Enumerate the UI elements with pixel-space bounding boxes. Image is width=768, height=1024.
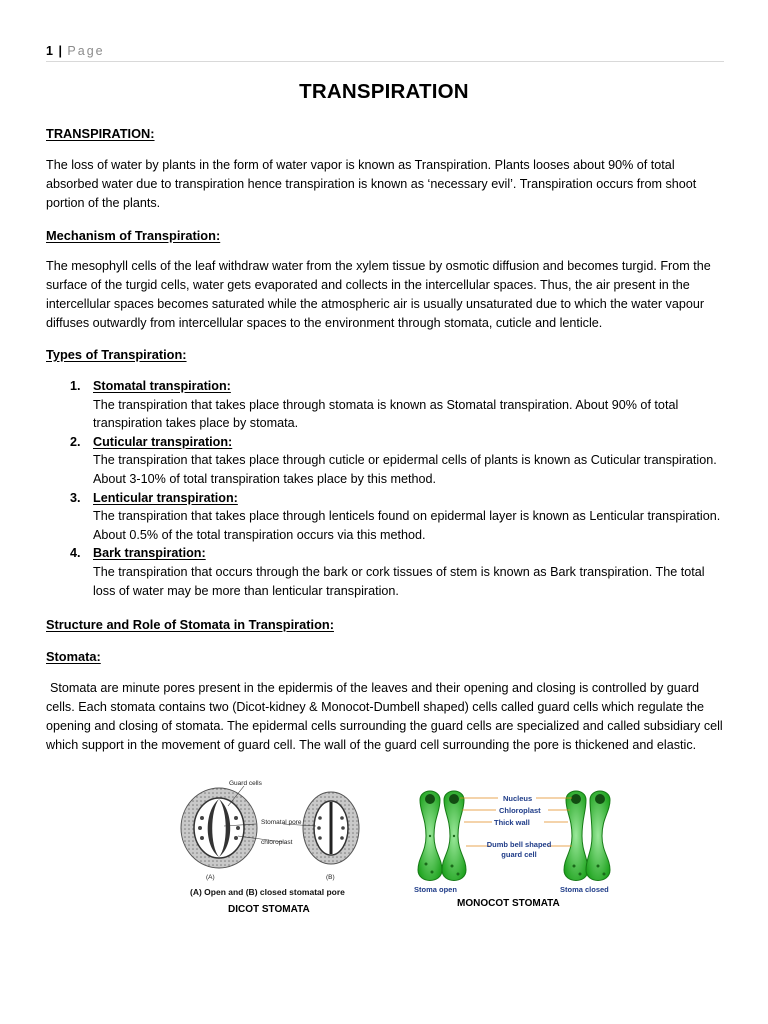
- list-item-text: The transpiration that takes place through stomata is known as Stomatal transpiration. About 90% of total transpiration takes place by stomata.: [93, 397, 679, 431]
- list-item: [46, 377, 726, 433]
- page-word: Page: [67, 44, 105, 58]
- list-item-text: The transpiration that takes place through lenticels found on epidermal layer is known as Lenticular transpiration. About 0.5% of the total transpiration occurs via this method.: [93, 509, 721, 542]
- label-stoma-closed: Stoma closed: [560, 885, 609, 894]
- page-number: 1: [46, 44, 53, 58]
- monocot-caption: MONOCOT STOMATA: [457, 898, 560, 909]
- label-a: (A): [206, 874, 215, 881]
- label-stomatal-pore: Stomatal pore: [261, 819, 302, 826]
- closed-stoma-diagram: [303, 792, 359, 864]
- monocot-stomata-figure: [412, 786, 626, 898]
- list-item: [46, 433, 726, 489]
- label-dumb-bell: Dumb bell shaped guard cell: [486, 840, 552, 859]
- label-stoma-open: Stoma open: [414, 885, 457, 894]
- types-list: [46, 377, 726, 600]
- heading-types: Types of Transpiration:: [46, 347, 187, 362]
- heading-mechanism: Mechanism of Transpiration:: [46, 228, 221, 243]
- page-header: [46, 44, 724, 62]
- paragraph-transpiration: The loss of water by plants in the form of water vapor is known as Transpiration. Plants looses about 90% of total absorbed water due to transpiration hence transpiration is known as ‘necessary evil’. Transpiration occurs from shoot portion of the plants.: [46, 158, 697, 210]
- paragraph-stomata: Stomata are minute pores present in the epidermis of the leaves and their opening and closing is controlled by guard cells. Each stomata contains two (Dicot-kidney & Monocot-Dumbell shaped) cells called guard cells which regulate the opening and closing of stomata. The epidermal cells surrounding the guard cells are specialized and called subsidiary cell which support in the movement of guard cell. The wall of the guard cell surrounding the pore is thickened and elastic.: [46, 681, 723, 752]
- label-thick-wall: Thick wall: [494, 818, 530, 827]
- list-item-number: 4.: [70, 546, 81, 561]
- list-item-text: The transpiration that occurs through the bark or cork tissues of stem is known as Bark transpiration. The total loss of water may be more than lenticular transpiration.: [93, 564, 705, 598]
- label-guard-cells: Guard cells: [229, 780, 262, 787]
- dicot-stomata-figure: [176, 776, 360, 900]
- list-item-title: Bark transpiration:: [93, 546, 206, 561]
- dicot-inner-caption: (A) Open and (B) closed stomatal pore: [190, 887, 345, 897]
- list-item: [46, 489, 726, 545]
- label-monocot-chloroplast: Chloroplast: [499, 806, 541, 815]
- list-item-text: The transpiration that takes place through cuticle or epidermal cells of plants is known as Cuticular transpiration. About 3-10% of total transpiration takes place by this method.: [93, 453, 717, 486]
- open-stoma-diagram: [181, 788, 257, 868]
- heading-transpiration: TRANSPIRATION:: [46, 126, 155, 141]
- list-item-number: 3.: [70, 490, 81, 505]
- dicot-caption: DICOT STOMATA: [228, 904, 310, 915]
- label-chloroplast: chloroplast: [261, 839, 293, 846]
- list-item-title: Lenticular transpiration:: [93, 490, 238, 505]
- label-b: (B): [326, 874, 335, 881]
- list-item-title: Cuticular transpiration:: [93, 434, 233, 449]
- open-monocot-stoma: [418, 791, 466, 881]
- header-separator: |: [58, 44, 62, 58]
- list-item-title: Stomatal transpiration:: [93, 379, 231, 393]
- label-dumb-bell-wrap: [486, 840, 552, 876]
- list-item-number: 1.: [70, 379, 81, 393]
- heading-stomata: Stomata:: [46, 649, 101, 664]
- document-title: TRANSPIRATION: [299, 80, 469, 103]
- closed-monocot-stoma: [564, 791, 610, 881]
- list-item: [46, 544, 726, 600]
- list-item-number: 2.: [70, 434, 81, 449]
- heading-structure: Structure and Role of Stomata in Transpiration:: [46, 617, 334, 632]
- label-nucleus: Nucleus: [503, 794, 533, 803]
- paragraph-mechanism: The mesophyll cells of the leaf withdraw water from the xylem tissue by osmotic diffusion and becomes turgid. From the surface of the turgid cells, water gets evaporated and collects in the intercellular spaces. Thus, the air present in the intercellular spaces becomes saturated while the atmospheric air is usually unsaturated due to which the water vapour diffuses outwardly from intercellular spaces to the environment through stomata, cuticle and lenticle.: [46, 259, 711, 330]
